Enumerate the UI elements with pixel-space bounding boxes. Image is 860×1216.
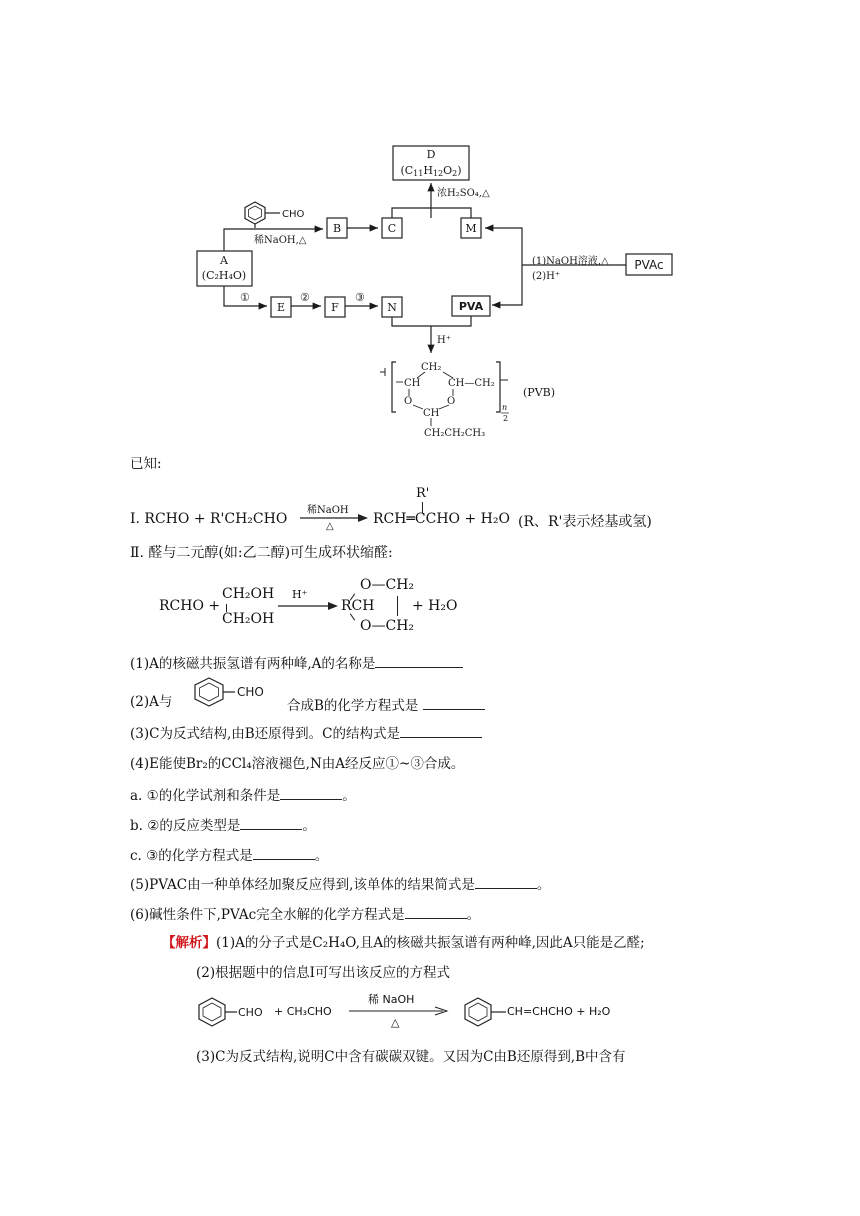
analysis-equation-product-ring (460, 995, 508, 1029)
arrow-pvac-to-pva (492, 265, 522, 305)
svg-text:O: O (404, 396, 413, 407)
reaction-scheme (0, 0, 860, 450)
rxn1-r-prime: R' (416, 486, 430, 501)
compound-pvac-label: PVAc (634, 258, 664, 272)
rxn2-plus-h2o: + H₂O (412, 598, 458, 614)
analysis-equation-cond-top: 稀 NaOH (368, 993, 415, 1006)
rxn1-note: (R、R'表示烃基或氢) (518, 514, 652, 530)
pvb-structure (380, 362, 555, 439)
svg-text:CH: CH (404, 378, 421, 389)
svg-text:O: O (447, 396, 456, 407)
analysis-equation-arrow (349, 1006, 449, 1016)
rxn2-ch2oh-bottom: CH₂OH (222, 611, 275, 627)
rxn2-o-ch2-bottom: O—CH₂ (360, 618, 415, 634)
condition-pvac-1: (1)NaOH溶液,△ (532, 256, 609, 267)
svg-text:CH₂CH₂CH₃: CH₂CH₂CH₃ (424, 428, 486, 439)
condition-m-to-d: 浓H₂SO₄,△ (437, 188, 490, 199)
svg-text:CH—CH₂: CH—CH₂ (448, 378, 495, 389)
compound-b-label: B (332, 222, 342, 235)
rxn2-title: Ⅱ. 醛与二元醇(如:乙二醇)可生成环状缩醛: (130, 545, 393, 561)
answer-blank-1[interactable] (375, 653, 463, 668)
step-3-label: ③ (355, 291, 365, 304)
compound-n-label: N (387, 301, 397, 314)
rxn1-arrow (300, 513, 370, 523)
answer-blank-4a[interactable] (280, 785, 342, 800)
known-label: 已知: (130, 456, 162, 472)
answer-blank-2[interactable] (423, 695, 485, 710)
svg-text:CHO: CHO (282, 209, 305, 220)
analysis-equation-plus: + CH₃CHO (274, 1005, 332, 1018)
question-2-rest: 合成B的化学方程式是 (287, 694, 485, 714)
condition-a-to-b: 稀NaOH,△ (254, 235, 307, 246)
step-2-label: ② (300, 291, 310, 304)
compound-a-formula: (C₂H₄O) (201, 269, 247, 282)
question-4: (4)E能使Br₂的CCl₄溶液褪色,N由A经反应①~③合成。 (130, 756, 465, 772)
svg-text:CHO: CHO (237, 685, 264, 699)
rxn2-arrow (278, 601, 340, 611)
rxn2-ring-line-c (397, 596, 398, 616)
rxn1-cond-top: 稀NaOH (307, 505, 349, 516)
compound-e-label: E (276, 301, 286, 314)
rxn1-cond-bottom: △ (326, 521, 334, 532)
compound-d-formula: (C11H12O2) (400, 164, 462, 178)
answer-blank-4c[interactable] (253, 845, 315, 860)
answer-blank-4b[interactable] (240, 815, 302, 830)
compound-d-label: D (426, 148, 436, 161)
analysis-1: 【解析】(1)A的分子式是C₂H₄O,且A的核磁共振氢谱有两种峰,因此A只能是乙醛; (162, 935, 645, 951)
step-1-label: ① (240, 291, 250, 304)
rxn1-rhs: RCH═CCHO + H₂O (373, 511, 510, 527)
analysis-2: (2)根据题中的信息Ⅰ可写出该反应的方程式 (196, 965, 450, 981)
answer-blank-3[interactable] (400, 723, 482, 738)
analysis-equation-product: CH=CHCHO + H₂O (507, 1005, 611, 1018)
svg-text:CH: CH (423, 408, 440, 419)
condition-pvac-2: (2)H⁺ (532, 271, 561, 282)
question-6: (6)碱性条件下,PVAc完全水解的化学方程式是 。 (130, 903, 480, 923)
analysis-equation-reactant (195, 995, 275, 1029)
svg-text:(PVB): (PVB) (523, 386, 556, 399)
analysis-3: (3)C为反式结构,说明C中含有碳碳双键。又因为C由B还原得到,B中含有 (196, 1049, 626, 1065)
answer-blank-6[interactable] (405, 904, 467, 919)
question-4b: b. ②的反应类型是 。 (130, 814, 316, 834)
analysis-equation-cond-bottom: △ (391, 1016, 400, 1029)
question-2: (2)A与 (130, 694, 173, 710)
arrow-pvac-to-m (485, 228, 522, 265)
compound-c-label: C (387, 222, 397, 235)
compound-f-label: F (331, 301, 339, 314)
rxn2-o-ch2-top: O—CH₂ (360, 577, 415, 593)
rxn2-ch2oh-top: CH₂OH (222, 586, 275, 602)
question-5: (5)PVAC由一种单体经加聚反应得到,该单体的结果简式是 。 (130, 873, 550, 893)
svg-text:CHO: CHO (238, 1006, 263, 1019)
svg-text:2: 2 (503, 414, 509, 423)
compound-m-label: M (465, 222, 477, 235)
rxn2-rch: RCH (341, 598, 375, 614)
question-1: (1)A的核磁共振氢谱有两种峰,A的名称是 (130, 652, 463, 672)
svg-text:n: n (502, 403, 508, 412)
condition-to-pvb: H⁺ (437, 335, 451, 346)
rxn1-lhs: Ⅰ. RCHO + R'CH₂CHO (130, 511, 288, 527)
rxn2-rcho: RCHO + (159, 598, 221, 614)
rxn2-ring-line-b (350, 613, 355, 620)
compound-pva-label: PVA (458, 300, 484, 313)
question-4c: c. ③的化学方程式是 。 (130, 844, 328, 864)
rxn2-cond: H⁺ (292, 588, 308, 601)
answer-blank-5[interactable] (475, 874, 537, 889)
question-3: (3)C为反式结构,由B还原得到。C的结构式是 (130, 722, 482, 742)
line-n-to-pva (392, 316, 471, 326)
compound-a-label: A (220, 254, 228, 267)
benzaldehyde-structure (245, 202, 305, 224)
analysis-tag: 【解析】 (162, 935, 216, 951)
question-2-benzaldehyde (190, 674, 280, 710)
question-4a: a. ①的化学试剂和条件是 。 (130, 784, 356, 804)
svg-text:CH₂: CH₂ (421, 362, 442, 373)
